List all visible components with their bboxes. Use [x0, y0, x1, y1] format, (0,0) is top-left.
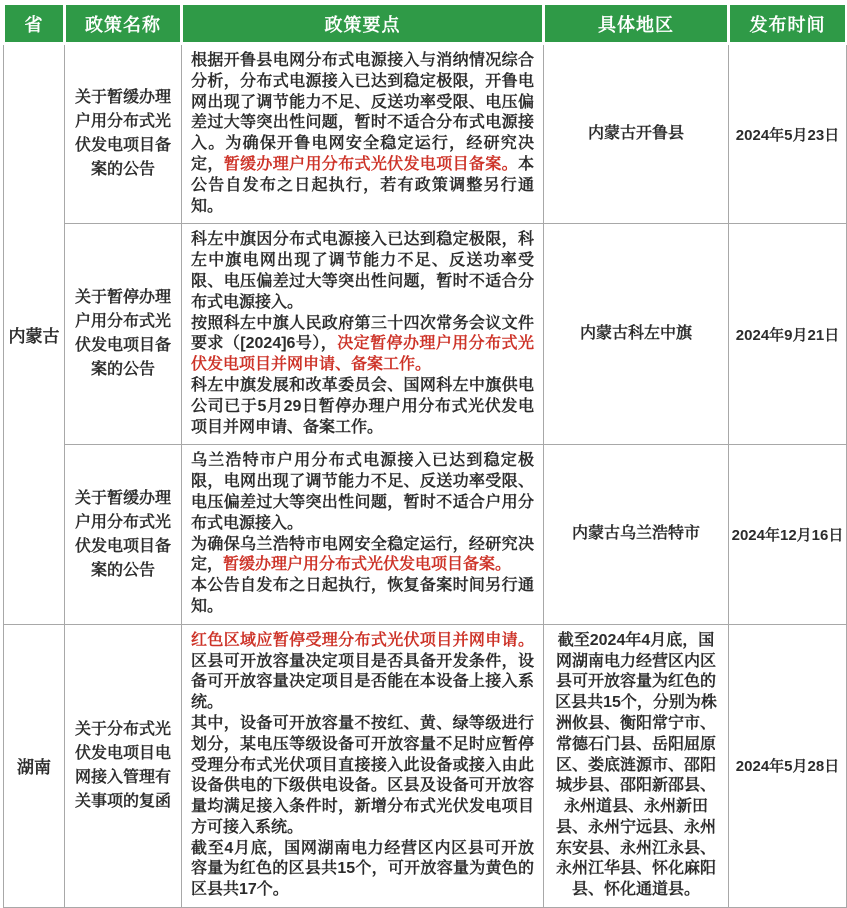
key-points-cell: 科左中旗因分布式电源接入已达到稳定极限，科左中旗电网出现了调节能力不足、反送功率受限、电压偏差过大等突出性问题，暂时不适合分布式电源接入。 按照科左中旗人民政府第三十四次常务会议文件要求（[2024]6号），决定暂停办理户用分布式光伏发电项目并网申请、备案工作。 科左中旗发展和改革委员会、国网科左中旗供电公司已于5月29日暂停办理户用分布式光伏发电项目并网申请、备案工作。 — [182, 224, 544, 445]
table-row — [4, 224, 847, 445]
region-cell: 内蒙古开鲁县 — [544, 44, 729, 224]
red-highlight-text: 红色区域应暂停受理分布式光伏项目并网申请。 — [191, 631, 534, 649]
policy-table — [2, 2, 847, 908]
header-cell-province: 省 — [4, 4, 65, 44]
policy-name-cell: 关于暂停办理户用分布式光伏发电项目备案的公告 — [65, 224, 182, 445]
date-cell: 2024年5月28日 — [729, 624, 847, 907]
key-points-cell: 红色区域应暂停受理分布式光伏项目并网申请。区县可开放容量决定项目是否具备开发条件，设备可开放容量决定项目是否能在本设备上接入系统。 其中，设备可开放容量不按红、黄、绿等级进行划分，某电压等级设备可开放容量不足时应暂停受理分布式光伏项目直接接入此设备或接入由此设备供电的下级供电设备。区县及设备可开放容量均满足接入条件时，新增分布式光伏发电项目方可接入系统。 截至4月底，国网湖南电力经营区内区县可开放容量为红色的区县共15个，可开放容量为黄色的区县共17个。 — [182, 624, 544, 907]
key-points-cell: 乌兰浩特市户用分布式电源接入已达到稳定极限，电网出现了调节能力不足、反送功率受限、电压偏差过大等突出性问题，暂时不适合户用分布式电源接入。 为确保乌兰浩特市电网安全稳定运行，经研究决定，暂缓办理户用分布式光伏发电项目备案。 本公告自发布之日起执行，恢复备案时间另行通知。 — [182, 445, 544, 624]
header-cell-key-points: 政策要点 — [182, 4, 544, 44]
date-cell: 2024年9月21日 — [729, 224, 847, 445]
header-cell-date: 发布时间 — [729, 4, 847, 44]
table-row — [4, 445, 847, 624]
policy-name-cell: 关于分布式光伏发电项目电网接入管理有关事项的复函 — [65, 624, 182, 907]
red-highlight-text: 决定暂停办理户用分布式光伏发电项目并网申请、备案工作。 — [191, 335, 534, 374]
header-row — [4, 4, 847, 44]
province-cell-neimenggu: 内蒙古 — [4, 44, 65, 625]
region-cell: 内蒙古乌兰浩特市 — [544, 445, 729, 624]
table-row — [4, 44, 847, 224]
red-highlight-text: 暂缓办理户用分布式光伏发电项目备案。 — [223, 155, 518, 173]
date-cell: 2024年12月16日 — [729, 445, 847, 624]
table-header — [4, 4, 847, 44]
region-cell: 截至2024年4月底，国网湖南电力经营区内区县可开放容量为红色的区县共15个，分别为株洲攸县、衡阳常宁市、常德石门县、岳阳屈原区、娄底涟源市、邵阳城步县、邵阳新邵县、永州道县、永州新田县、永州宁远县、永州东安县、永州江永县、永州江华县、怀化麻阳县、怀化通道县。 — [544, 624, 729, 907]
key-points-cell: 根据开鲁县电网分布式电源接入与消纳情况综合分析，分布式电源接入已达到稳定极限，开鲁电网出现了调节能力不足、反送功率受限、电压偏差过大等突出性问题，暂时不适合分布式电源接入。为确保开鲁电网安全稳定运行，经研究决定，暂缓办理户用分布式光伏发电项目备案。本公告自发布之日起执行，若有政策调整另行通知。 — [182, 44, 544, 224]
province-cell-hunan: 湖南 — [4, 624, 65, 907]
header-cell-policy-name: 政策名称 — [65, 4, 182, 44]
table-row — [4, 624, 847, 907]
header-cell-region: 具体地区 — [544, 4, 729, 44]
red-highlight-text: 暂缓办理户用分布式光伏发电项目备案。 — [223, 556, 512, 574]
policy-name-cell: 关于暂缓办理户用分布式光伏发电项目备案的公告 — [65, 445, 182, 624]
policy-name-cell: 关于暂缓办理户用分布式光伏发电项目备案的公告 — [65, 44, 182, 224]
date-cell: 2024年5月23日 — [729, 44, 847, 224]
region-cell: 内蒙古科左中旗 — [544, 224, 729, 445]
